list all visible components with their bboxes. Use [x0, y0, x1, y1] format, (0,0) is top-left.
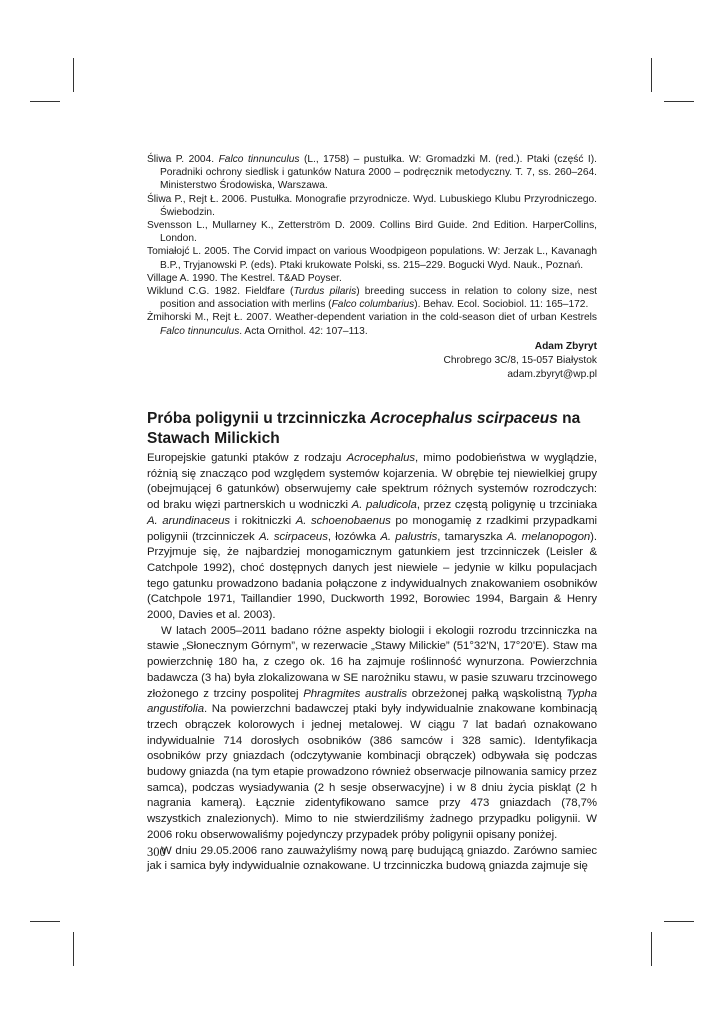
reference-list [147, 153, 597, 338]
italic-term: Turdus pilaris [293, 286, 357, 298]
reference-entry [147, 193, 597, 219]
italic-term: Acrocephalus scirpaceus [370, 410, 558, 427]
text-run: . Na powierzchni badawczej ptaki były indywidualnie znakowane kombinacją trzech obrączek kolorowych i jednej metalowej. W ciągu 7 lat badań oznakowano indywidualnie 714 dorosłych osobników (386 samców i 328 samic). Identyfikacja osobników przy gniazdach (odczytywanie kombinacji obrączek) odbywała się podczas budowy gniazda (na tym etapie prowadzono również obserwacje pilnowania samicy przez samca), podczas wysiadywania (2 h sesje obserwacyjne) i w 8 dniu życia piskląt (2 h nagrania kamerą). Łącznie zidentyfikowano samce przy 473 gniazdach (78,7% wszystkich znalezionych). Mimo to nie stwierdziliśmy żadnego przypadku poligynii. W 2006 roku obserwowaliśmy pojedynczy przypadek próby poligynii opisany poniżej. [147, 703, 597, 841]
italic-term: A. schoenobaenus [295, 514, 391, 527]
reference-entry [147, 219, 597, 245]
italic-term: Typha angustifolia [147, 687, 597, 716]
italic-term: A. paludicola [351, 499, 417, 512]
page-number: 300 [147, 845, 166, 859]
italic-term: Falco tinnunculus [160, 325, 240, 337]
text-run: Wiklund C.G. 1982. Fieldfare ( [147, 286, 294, 298]
italic-term: A. arundinaceus [147, 514, 231, 527]
author-signature [444, 340, 597, 382]
author-name: Adam Zbyryt [534, 341, 597, 352]
italic-term: A. scirpaceus [258, 530, 328, 543]
text-run: Żmihorski M., Rejt Ł. 2007. Weather-dependent variation in the cold-season diet of urban Kestrels [147, 312, 597, 324]
italic-term: Acrocephalus [346, 452, 416, 464]
body-paragraph [147, 624, 597, 844]
reference-entry [147, 285, 597, 311]
author-email[interactable]: adam.zbyryt@wp.pl [507, 369, 597, 380]
reference-entry [147, 311, 597, 337]
text-run: , mimo podobieństwa w wyglądzie, różnią się znacząco pod względem systemów kojarzenia. W obrębie tej niewielkiej grupy (obejmującej 6 gatunków) obserwujemy całe spektrum różnych systemów rozrodczych: od braku więzi partnerskich u wodniczki [147, 452, 597, 512]
text-run: W dniu 29.05.2006 rano zauważyliśmy nową parę budującą gniazdo. Zarówno samiec jak i samica były indywidualnie oznakowane. U trzcinniczka budową gniazda zajmuje się [147, 844, 597, 873]
crop-mark-top-left [73, 58, 74, 92]
text-run: Europejskie gatunki ptaków z rodzaju [147, 452, 347, 464]
italic-term: Falco tinnunculus [218, 154, 300, 165]
author-address: Chrobrego 3C/8, 15-057 Białystok [443, 355, 597, 366]
crop-mark-top-right-h [664, 101, 694, 102]
article-title [147, 409, 597, 449]
text-run: Śliwa P. 2004. [147, 154, 219, 165]
article-body [147, 451, 597, 875]
text-run: po monogamię z rzadkimi przypadkami poligynii (trzcinniczek [147, 514, 597, 543]
text-run: Village A. 1990. The Kestrel. T&AD Poyser. [147, 272, 342, 284]
reference-entry [147, 245, 597, 271]
text-run: W latach 2005–2011 badano różne aspekty biologii i ekologii rozrodu trzcinniczka na stawie „Słonecznym Górnym”, w rezerwacie „Stawy Milickie” (51°32'N, 17°20'E). Staw ma powierzchnię 180 ha, z czego ok. 16 ha zajmuje roślinność wynurzona. Powierzchnia badawcza (3 ha) była zlokalizowana w SE narożniku stawu, w pasie szuwaru trzcinowego złożonego z trzciny pospolitej [147, 624, 597, 700]
text-run: Tomiałojć L. 2005. The Corvid impact on various Woodpigeon populations. W: Jerzak L., Kavanagh B.P., Tryjanowski P. (eds). Ptaki krukowate Polski, ss. 215–229. Bogucki Wyd. Nauk., Poznań. [147, 246, 597, 271]
body-paragraph [147, 451, 597, 624]
crop-mark-bottom-right [651, 932, 652, 966]
text-run: na Stawach Milickich [147, 410, 581, 447]
italic-term: Falco columbarius [331, 299, 415, 311]
italic-term: A. melanopogon [506, 530, 591, 543]
text-run: , tamaryszka [437, 530, 507, 543]
text-run: Svensson L., Mullarney K., Zetterström D. 2009. Collins Bird Guide. 2nd Edition. HarperCollins, London. [147, 220, 597, 245]
crop-mark-bottom-right-h [664, 921, 694, 922]
text-run: . Acta Ornithol. 42: 107–113. [239, 325, 368, 337]
crop-mark-bottom-left-h [30, 921, 60, 922]
reference-entry [147, 153, 597, 193]
italic-term: A. palustris [380, 530, 438, 543]
text-run: ) breeding success in relation to colony size, nest position and association with merlins ( [160, 286, 597, 311]
text-run: Śliwa P., Rejt Ł. 2006. Pustułka. Monografie przyrodnicze. Wyd. Lubuskiego Klubu Przyrodniczego. Świebodzin. [147, 193, 597, 218]
crop-mark-top-right [651, 58, 652, 92]
text-run: i rokitniczki [230, 514, 296, 527]
text-run: ). Przyjmuje się, że najbardziej monogamicznym gatunkiem jest trzcinniczek (Leisler & Catchpole 1992), choć dostępnych danych jest niewiele – jedynie w kilku populacjach tego gatunku prowadzono badania połączone z indywidualnych znakowaniem osobników (Catchpole 1971, Taillandier 1990, Duckworth 1992, Borowiec 1994, Bargain & Henry 2000, Davies et al. 2003). [147, 530, 597, 622]
italic-term: Phragmites australis [303, 687, 407, 700]
reference-entry [147, 272, 597, 285]
body-paragraph [147, 844, 597, 875]
text-run: obrzeżonej pałką wąskolistną [407, 687, 567, 700]
text-run: Próba poligynii u trzcinniczka [147, 410, 371, 427]
crop-mark-top-left-h [30, 101, 60, 102]
text-run: , łozówka [327, 530, 381, 543]
text-run: ). Behav. Ecol. Sociobiol. 11: 165–172. [414, 299, 589, 311]
text-run: , przez częstą poligynię u trzciniaka [416, 499, 597, 512]
crop-mark-bottom-left [73, 932, 74, 966]
text-run: (L., 1758) – pustułka. W: Gromadzki M. (red.). Ptaki (część I). Poradniki ochrony siedlisk i gatunków Natura 2000 – podręcznik metodyczny. T. 7, ss. 260–264. Ministerstwo Środowiska, Warszawa. [160, 154, 597, 192]
